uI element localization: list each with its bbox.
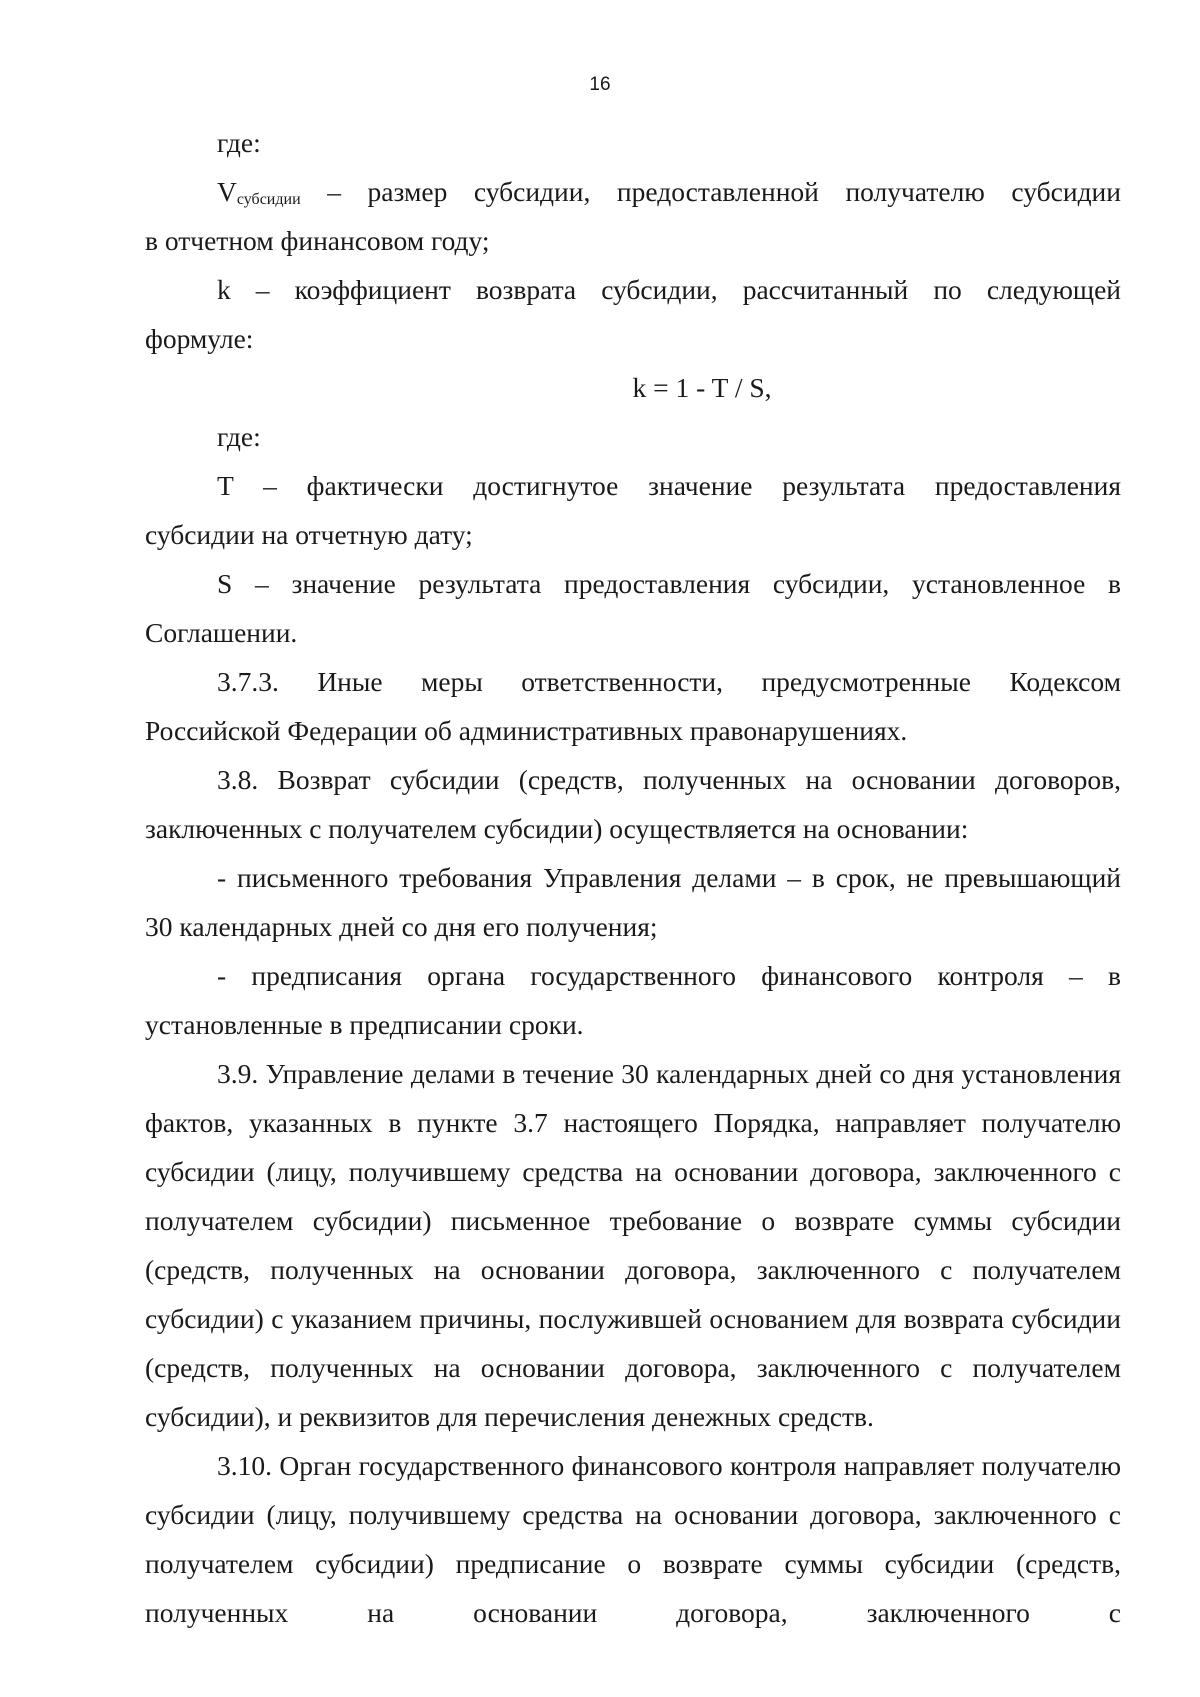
v-definition-text: – размер субсидии, предоставленной получателю субсидии bbox=[300, 176, 1121, 207]
k-definition-continuation: формуле: bbox=[145, 323, 254, 354]
k-formula: k = 1 - T / S, bbox=[632, 372, 772, 403]
var-v-symbol: V bbox=[217, 176, 237, 207]
v-definition bbox=[145, 167, 1121, 216]
k-definition: k – коэффициент возврата субсидии, рассчитанный по следующей bbox=[217, 274, 1121, 305]
bullet-written-demand: - письменного требования Управления делами – в срок, не превышающий bbox=[217, 862, 1121, 893]
s-definition-continuation: Соглашении. bbox=[145, 617, 298, 648]
t-definition-continuation: субсидии на отчетную дату; bbox=[145, 519, 473, 550]
t-definition: T – фактически достигнутое значение результата предоставления bbox=[217, 470, 1121, 501]
var-v-subscript: субсидии bbox=[236, 191, 301, 208]
where-label-2: где: bbox=[217, 421, 261, 452]
bullet-control-order-continuation: установленные в предписании сроки. bbox=[145, 1009, 584, 1040]
page-number: 16 bbox=[589, 74, 611, 95]
s-definition: S – значение результата предоставления субсидии, установленное в bbox=[217, 568, 1121, 599]
where-label-1: где: bbox=[217, 127, 261, 158]
bullet-written-demand-continuation: 30 календарных дней со дня его получения; bbox=[145, 911, 658, 942]
paragraph-3-8-continuation: заключенных с получателем субсидии) осуществляется на основании: bbox=[145, 813, 969, 844]
paragraph-3-7-3-continuation: Российской Федерации об административных правонарушениях. bbox=[145, 715, 908, 746]
document-body bbox=[145, 118, 1121, 1637]
paragraph-3-10: 3.10. Орган государственного финансового контроля направляет получателю субсидии (лицу, получившему средства на основании договора, заключенного с получателем субсидии) предписание о возврате суммы субсидии (средств, полученных на основании договора, заключенного с bbox=[145, 1450, 1121, 1628]
paragraph-3-9: 3.9. Управление делами в течение 30 календарных дней со дня установления фактов, указанных в пункте 3.7 настоящего Порядка, направляет получателю субсидии (лицу, получившему средства на основании договора, заключенного с получателем субсидии) письменное требование о возврате суммы субсидии (средств, полученных на основании договора, заключенного с получателем субсидии) с указанием причины, послужившей основанием для возврата субсидии (средств, полученных на основании договора, заключенного с получателем субсидии), и реквизитов для перечисления денежных средств. bbox=[145, 1058, 1121, 1432]
paragraph-3-8: 3.8. Возврат субсидии (средств, полученных на основании договоров, bbox=[217, 764, 1121, 795]
paragraph-3-7-3: 3.7.3. Иные меры ответственности, предусмотренные Кодексом bbox=[217, 666, 1121, 697]
v-definition-continuation: в отчетном финансовом году; bbox=[145, 225, 490, 256]
bullet-control-order: - предписания органа государственного финансового контроля – в bbox=[217, 960, 1121, 991]
